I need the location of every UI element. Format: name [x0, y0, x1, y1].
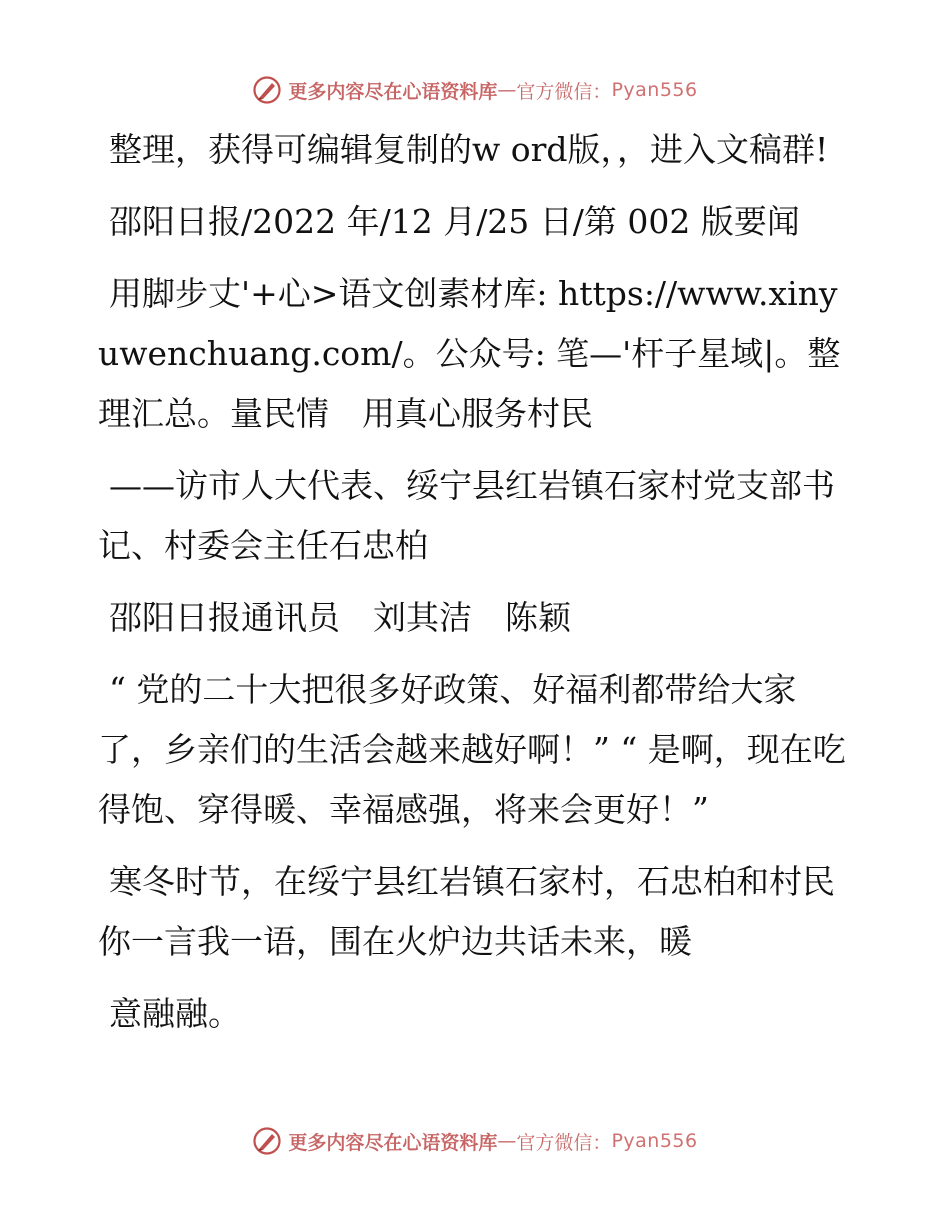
header-watermark-banner [0, 70, 950, 110]
paragraph-headline: 用脚步丈'+心>语文创素材库: https://www.xinyuwenchuang.com/。公众号: 笔—'杆子星域|。整理汇总。量民情 用真心服务村民 [98, 274, 841, 433]
footer-watermark-banner [0, 1121, 950, 1161]
banner-separator: — [497, 79, 517, 101]
banner-title: 更多内容尽在心语资料库 [288, 80, 498, 103]
banner-separator: — [497, 1130, 517, 1152]
banner-wechat-id: Pyan556 [611, 1130, 698, 1152]
banner-wechat-id: Pyan556 [611, 79, 698, 101]
pen-circle-logo-icon [252, 75, 282, 105]
paragraph-quote: “ 党的二十大把很多好政策、好福利都带给大家了，乡亲们的生活会越来越好啊！” “ 是啊，现在吃得饱、穿得暖、幸福感强，将来会更好！” [98, 670, 846, 829]
article-body [98, 120, 858, 1056]
paragraph-scene: 寒冬时节，在绥宁县红岩镇石家村，石忠柏和村民你一言我一语，围在火炉边共话未来，暖 [98, 862, 835, 961]
paragraph-subheadline: ——访市人大代表、绥宁县红岩镇石家村党支部书记、村委会主任石忠柏 [98, 466, 835, 565]
banner-wechat-label: 官方微信： [516, 1131, 612, 1154]
paragraph-intro: 整理，获得可编辑复制的w ord版，，进入文稿群! [109, 130, 829, 169]
paragraph-scene-end: 意融融。 [109, 994, 241, 1033]
banner-title: 更多内容尽在心语资料库 [288, 1131, 498, 1154]
paragraph-byline: 邵阳日报通讯员 刘其洁 陈颖 [109, 598, 571, 637]
pen-circle-logo-icon [252, 1126, 282, 1156]
paragraph-source: 邵阳日报/2022 年/12 月/25 日/第 002 版要闻 [109, 202, 800, 241]
banner-wechat-label: 官方微信： [516, 80, 612, 103]
